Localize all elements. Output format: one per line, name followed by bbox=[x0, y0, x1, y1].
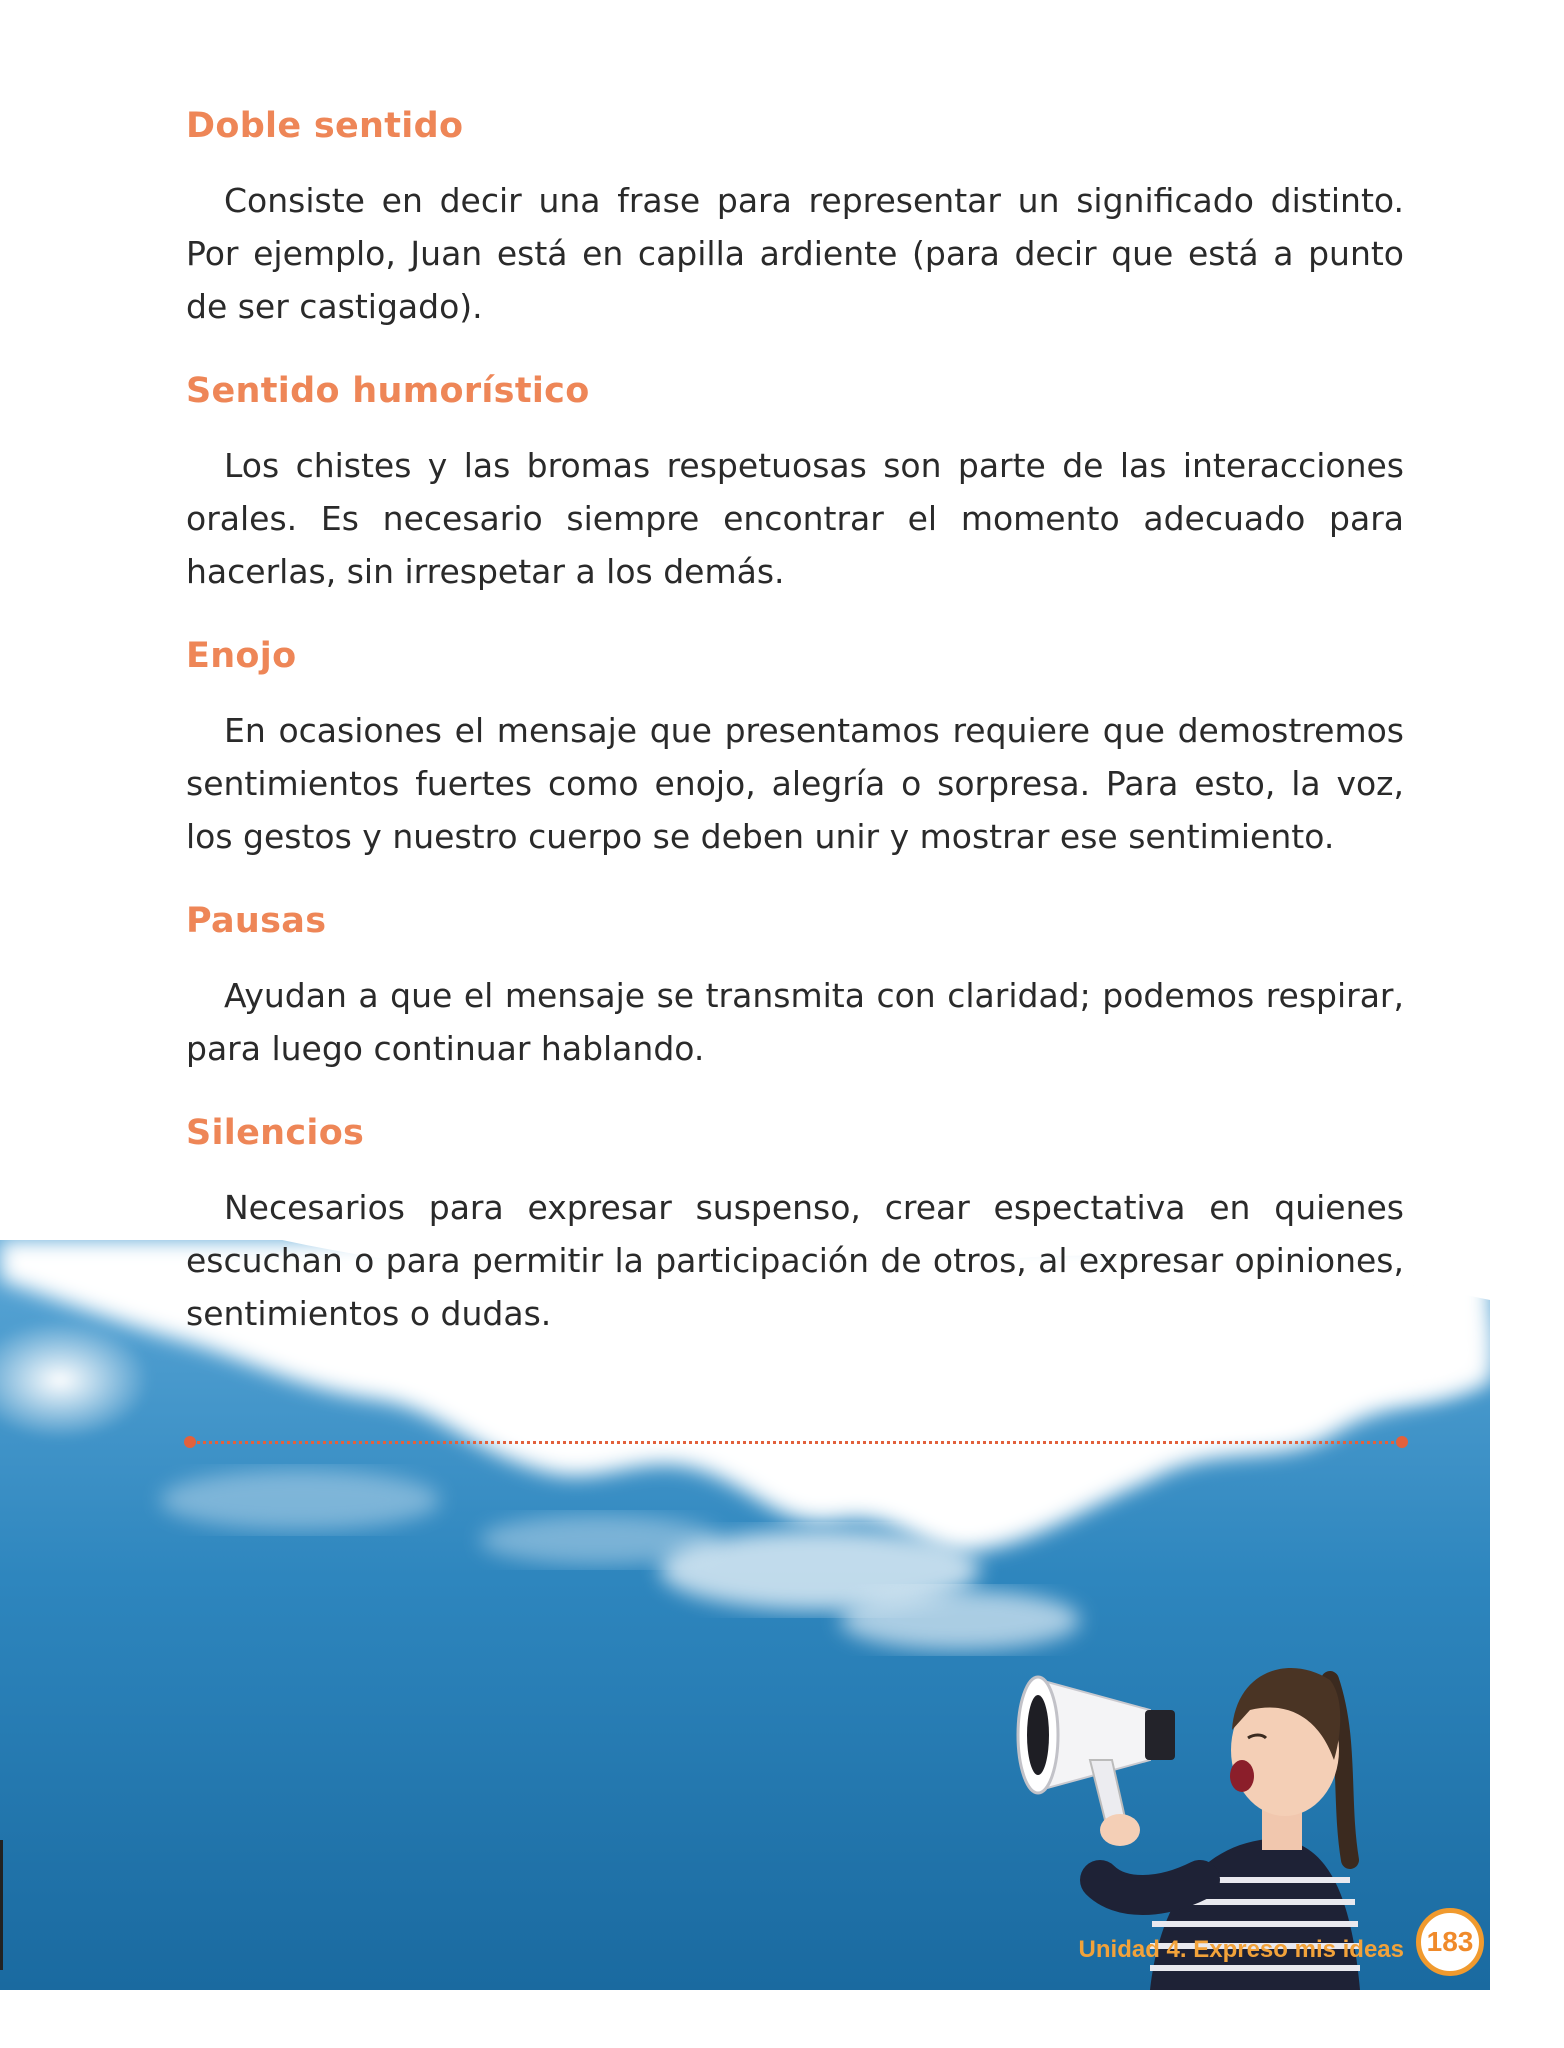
paragraph-enojo: En ocasiones el mensaje que presentamos requiere que demostremos sentimientos fuertes como enojo, alegría o sorpresa. Para esto, la voz, los gestos y nuestro cuerpo se deben unir y mostrar ese sentimiento. bbox=[186, 711, 1404, 856]
paragraph-pausas: Ayudan a que el mensaje se transmita con claridad; podemos respirar, para luego continuar hablando. bbox=[186, 976, 1404, 1068]
heading-sentido-humoristico: Sentido humorístico bbox=[186, 371, 590, 411]
paragraph-sentido-humoristico: Los chistes y las bromas respetuosas son parte de las interacciones orales. Es necesario siempre encontrar el momento adecuado para hacerlas, sin irrespetar a los demás. bbox=[186, 446, 1404, 591]
content-area bbox=[186, 96, 1404, 1368]
dotted-separator bbox=[190, 1441, 1402, 1444]
page-number-badge: 183 bbox=[1416, 1908, 1484, 1976]
page-edge-line bbox=[0, 1840, 3, 1970]
paragraph-silencios: Necesarios para expresar suspenso, crear espectativa en quienes escuchan o para permitir la participación de otros, al expresar opiniones, sentimientos o dudas. bbox=[186, 1188, 1404, 1333]
footer-unit-title: Unidad 4. Expreso mis ideas bbox=[1078, 1936, 1404, 1963]
heading-enojo: Enojo bbox=[186, 636, 297, 676]
paragraph-doble-sentido: Consiste en decir una frase para representar un significado distinto. Por ejemplo, Juan está en capilla ardiente (para decir que está a punto de ser castigado). bbox=[186, 181, 1404, 326]
separator-dot-right bbox=[1396, 1436, 1408, 1448]
heading-pausas: Pausas bbox=[186, 901, 327, 941]
heading-silencios: Silencios bbox=[186, 1113, 365, 1153]
heading-doble-sentido: Doble sentido bbox=[186, 106, 464, 146]
